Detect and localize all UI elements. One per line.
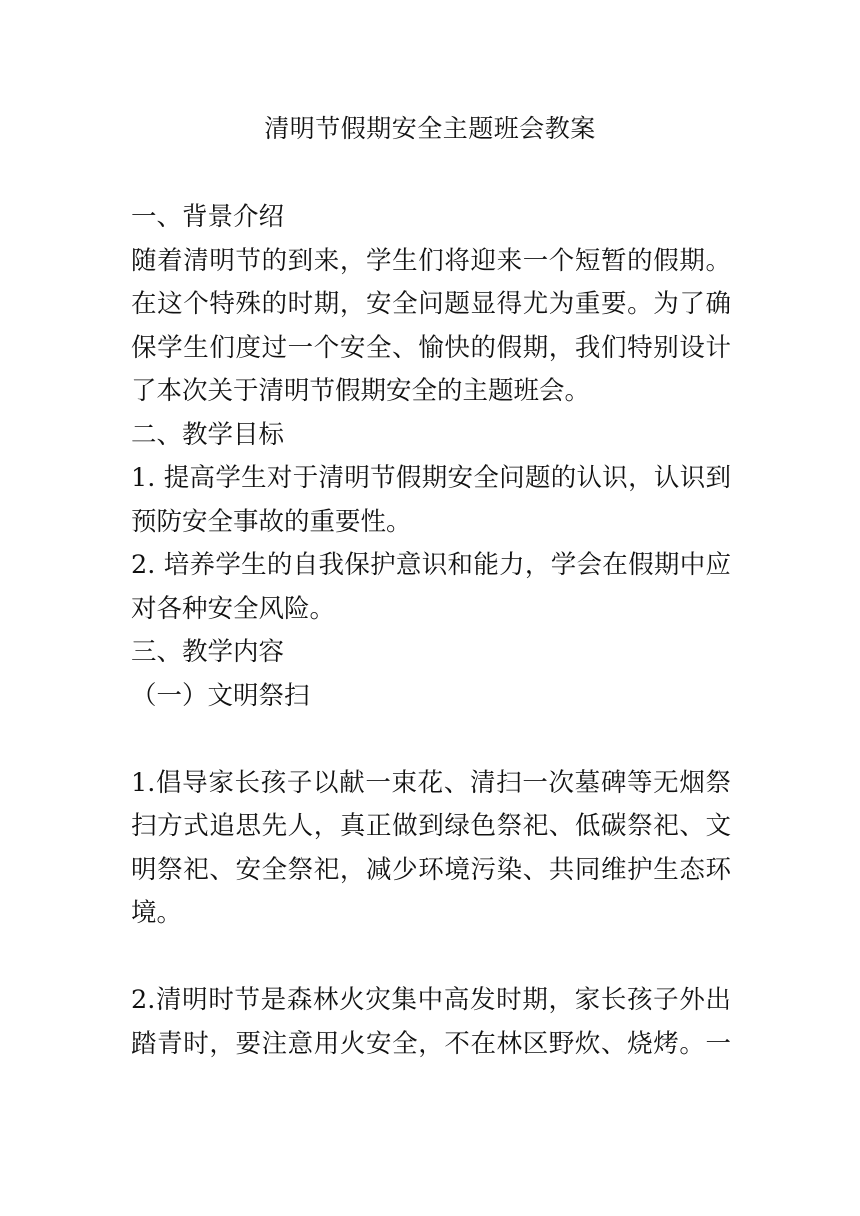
text-line: 2.清明时节是森林火灾集中高发时期，家长孩子外出 (131, 985, 731, 1015)
text-line: 1. 提高学生对于清明节假期安全问题的认识，认识到 (131, 463, 731, 493)
text-line: 了本次关于清明节假期安全的主题班会。 (131, 376, 591, 406)
text-line: 三、教学内容 (131, 637, 285, 667)
text-line: 预防安全事故的重要性。 (131, 506, 412, 537)
text-line: （一）文明祭扫 (131, 680, 310, 711)
text-line: 2. 培养学生的自我保护意识和能力，学会在假期中应 (131, 550, 731, 580)
text-line: 踏青时，要注意用火安全，不在林区野炊、烧烤。一 (131, 1028, 731, 1059)
text-line: 一、背景介绍 (131, 202, 285, 232)
text-line: 对各种安全风险。 (131, 593, 336, 624)
text-line: 在这个特殊的时期，安全问题显得尤为重要。为了确 (131, 289, 731, 319)
blank-line (131, 718, 731, 762)
text-line: 扫方式追思先人，真正做到绿色祭祀、低碳祭祀、文 (131, 811, 731, 841)
text-line: 1.倡导家长孩子以献一束花、清扫一次墓碑等无烟祭 (131, 767, 731, 798)
document-title: 清明节假期安全主题班会教案 (264, 114, 596, 143)
text-line: 保学生们度过一个安全、愉快的假期，我们特别设计 (131, 332, 731, 363)
document-body (131, 196, 731, 1066)
blank-line (131, 936, 731, 980)
text-line: 随着清明节的到来，学生们将迎来一个短暂的假期。 (131, 245, 731, 276)
text-line: 明祭祀、安全祭祀，减少环境污染、共同维护生态环 (131, 854, 731, 885)
text-line: 二、教学目标 (131, 419, 285, 450)
text-line: 境。 (131, 898, 183, 928)
